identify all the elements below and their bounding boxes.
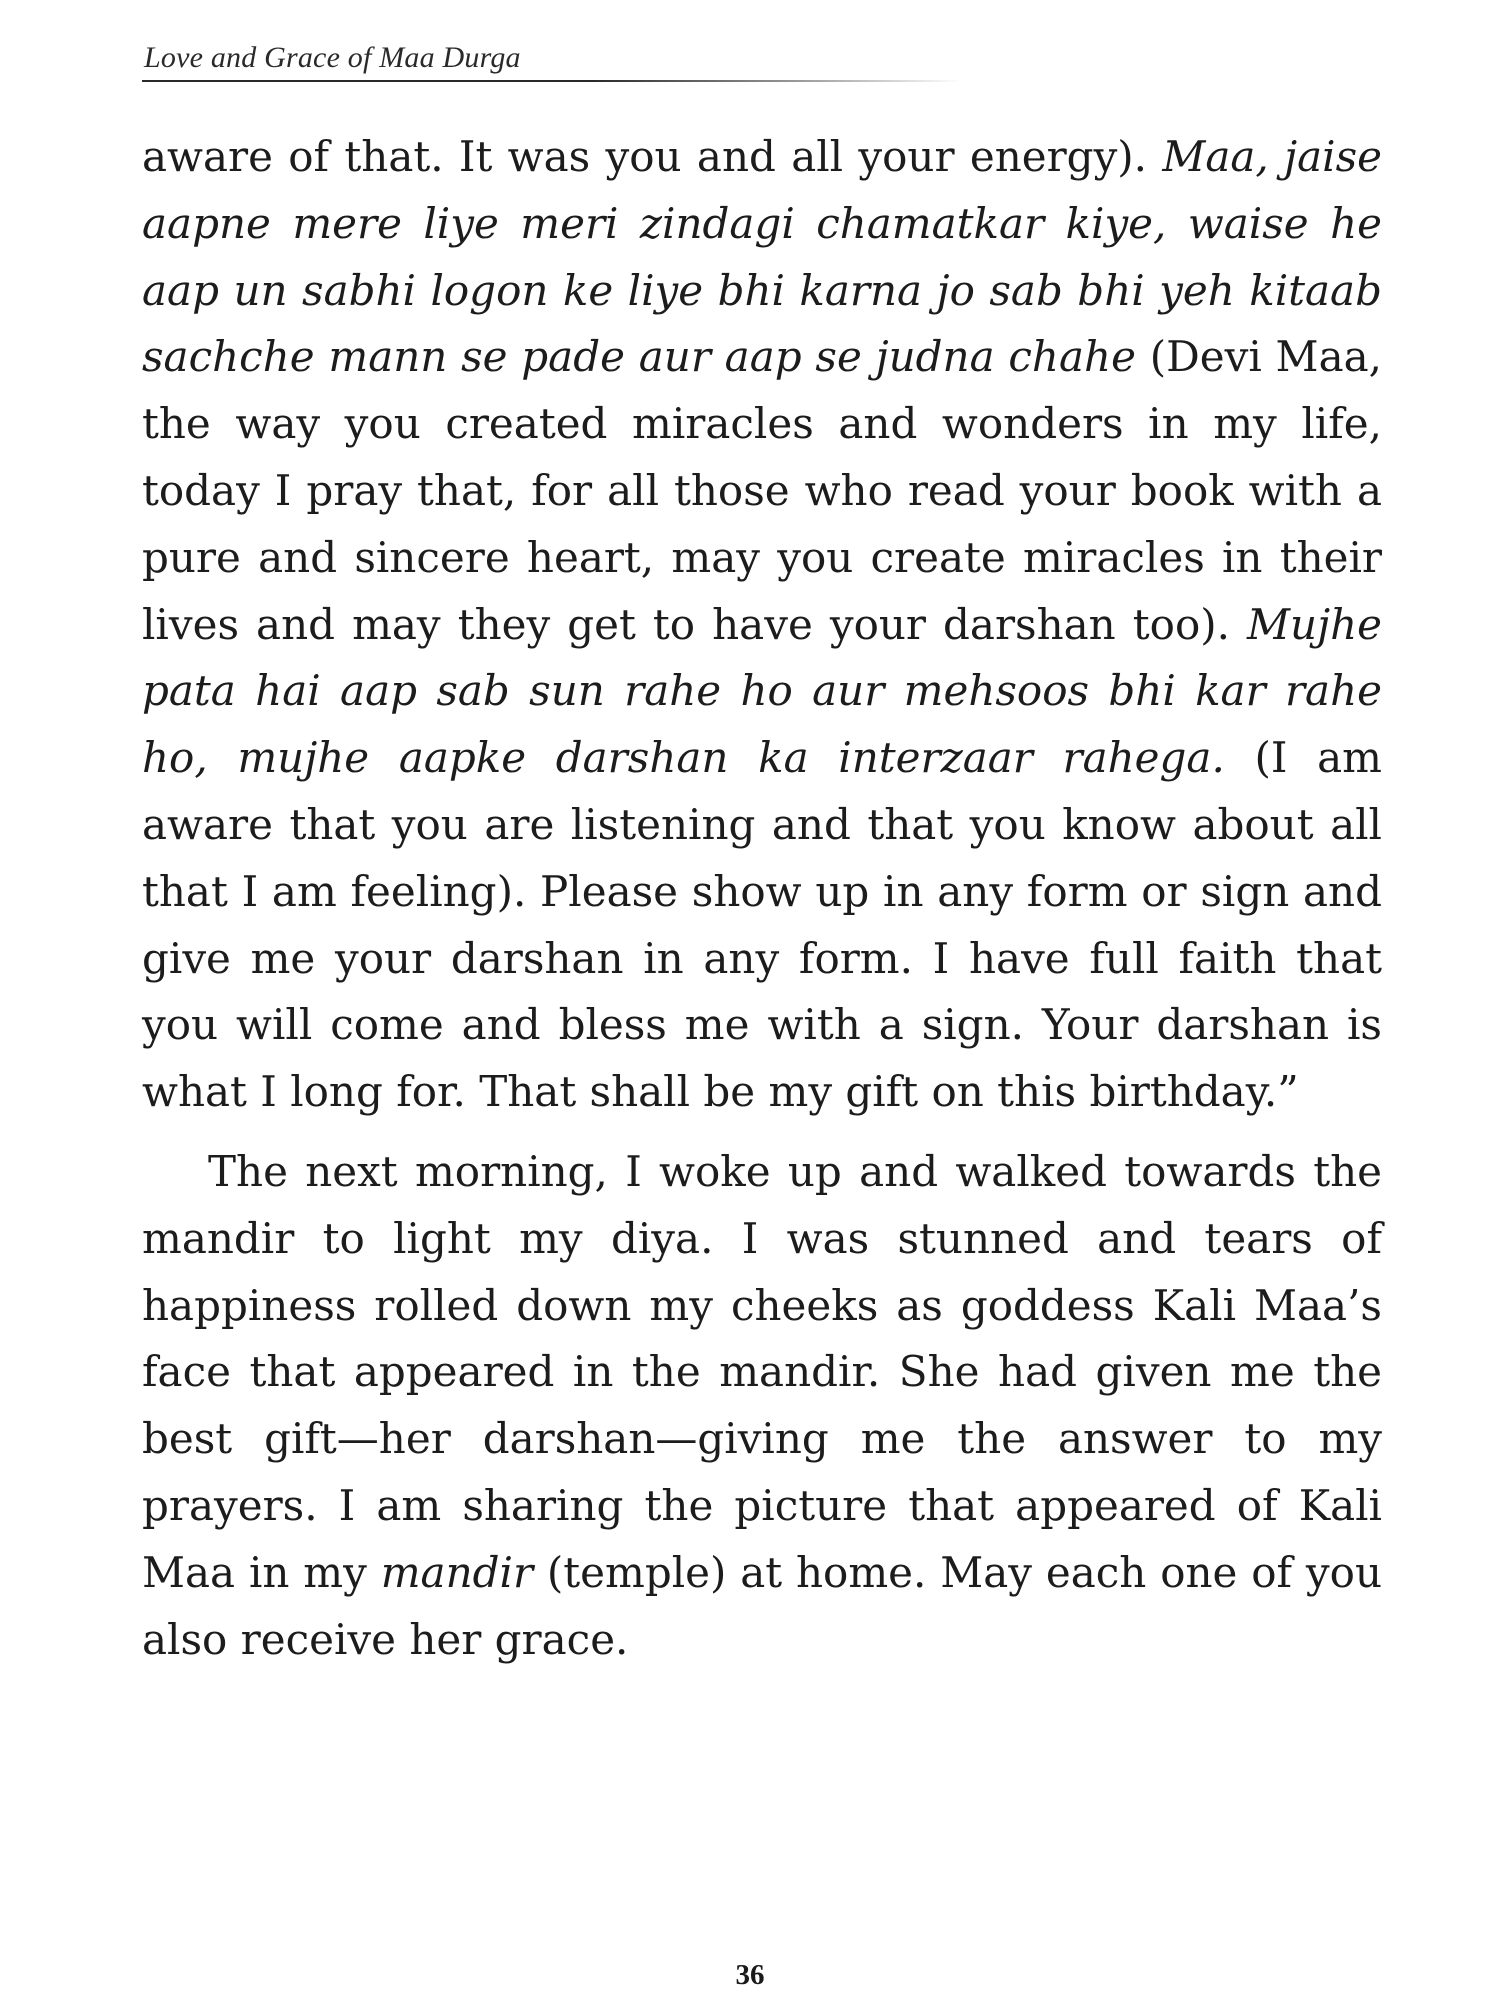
text-segment: (temple) at home. May each one of you also receive her grace. — [142, 1547, 1382, 1664]
text-segment: The next morning, I woke up and walked towards the mandir to light my diya. I was stunned and tears of happiness rolled down my cheeks as goddess Kali Maa’s face that appeared in the mandir. She had given me the best gift—her darshan—giving me the answer to my prayers. I am sharing the picture that appeared of Kali Maa in my — [142, 1146, 1382, 1597]
paragraph-1 — [142, 124, 1382, 1126]
italic-word-segment: mandir — [380, 1547, 534, 1597]
text-segment: (Devi Maa, the way you created miracles and wonders in my life, today I pray that, for all those who read your book with a pure and sincere heart, may you create miracles in their lives and may they get to have your darshan too). — [142, 332, 1382, 649]
text-segment: aware of that. It was you and all your energy). — [142, 132, 1163, 181]
paragraph-2 — [142, 1139, 1382, 1673]
page-number: 36 — [735, 1959, 765, 1991]
text-segment: (I am aware that you are listening and that you know about all that I am feeling). Please show up in any form or sign and give me your darshan in any form. I have full faith that you will come and bless me with a sign. Your darshan is what I long for. That shall be my gift on this birthday.” — [142, 733, 1383, 1117]
body-text — [142, 124, 1382, 1673]
header-rule — [142, 80, 962, 82]
italic-hindi-segment: Mujhe pata hai aap sab sun rahe ho aur mehsoos bhi kar rahe ho, mujhe aapke darshan ka interzaar rahega. — [142, 599, 1382, 783]
italic-hindi-segment: Maa, jaise aapne mere liye meri zindagi chamatkar kiye, waise he aap un sabhi logon ke liye bhi karna jo sab bhi yeh kitaab sachche mann se pade aur aap se judna chahe — [142, 132, 1382, 382]
running-head-title: Love and Grace of Maa Durga — [144, 41, 521, 74]
